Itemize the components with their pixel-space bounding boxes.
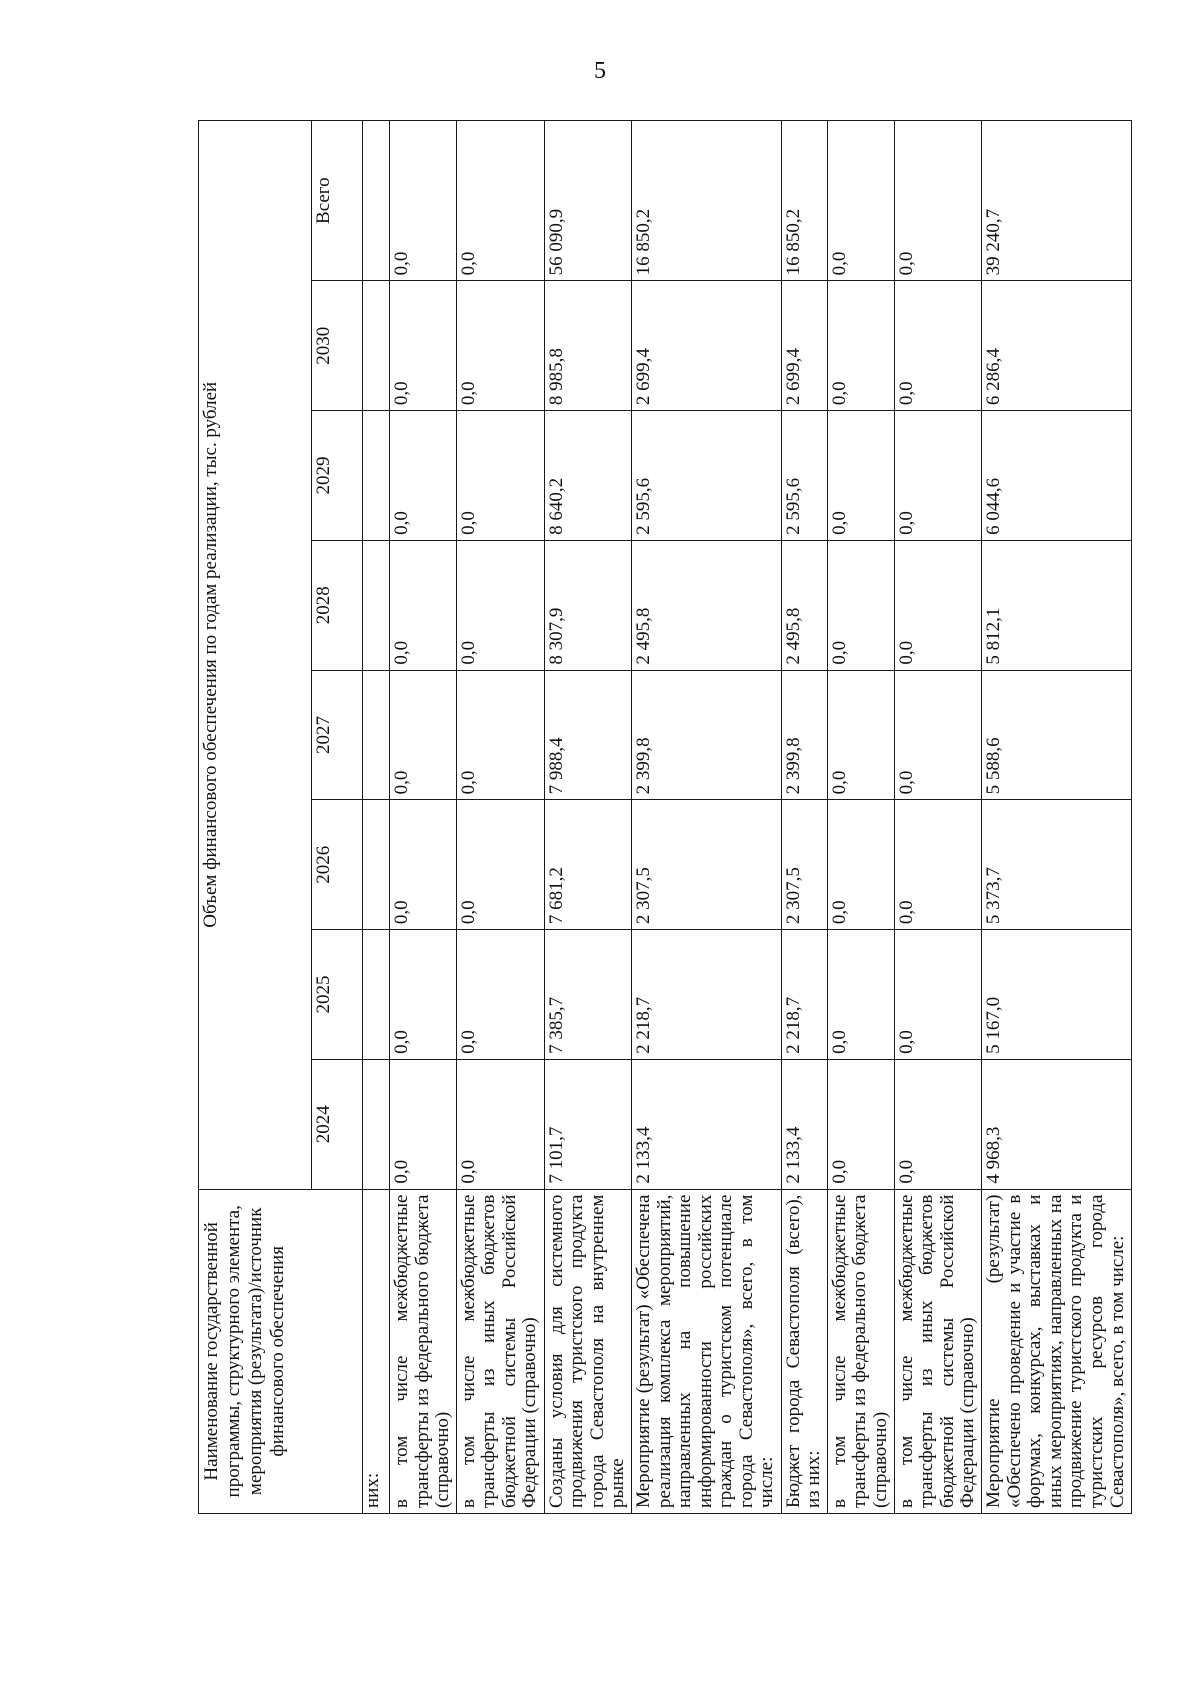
value-cell: 8 985,8	[544, 281, 632, 411]
table-row	[982, 121, 1132, 1514]
row-name: в том числе межбюджетные трансферты из федерального бюджета (справочно)	[827, 1189, 894, 1513]
table-row	[390, 121, 457, 1514]
total-cell: 0,0	[390, 121, 457, 281]
table-row	[827, 121, 894, 1514]
value-cell: 0,0	[456, 540, 544, 670]
table-row	[544, 121, 632, 1514]
row-name: в том числе межбюджетные трансферты из федерального бюджета (справочно)	[390, 1189, 457, 1513]
name-column-header: Наименование государственной программы, структурного элемента, мероприятия (результата)/источник финансового обеспечения	[199, 1189, 363, 1513]
value-cell: 2 595,6	[632, 411, 782, 541]
value-cell: 0,0	[894, 540, 982, 670]
total-cell: 39 240,7	[982, 121, 1132, 281]
value-cell: 7 988,4	[544, 670, 632, 800]
year-header: 2026	[312, 800, 363, 930]
total-header: Всего	[312, 121, 363, 281]
value-cell: 2 307,5	[781, 800, 827, 930]
value-cell: 2 595,6	[781, 411, 827, 541]
value-cell: 6 044,6	[982, 411, 1132, 541]
value-cell: 0,0	[894, 670, 982, 800]
value-cell: 2 133,4	[781, 1059, 827, 1189]
value-cell: 0,0	[827, 930, 894, 1060]
total-cell: 0,0	[894, 121, 982, 281]
table-row	[894, 121, 982, 1514]
value-cell: 2 699,4	[632, 281, 782, 411]
value-cell: 2 495,8	[632, 540, 782, 670]
value-cell: 2 218,7	[781, 930, 827, 1060]
value-cell: 7 101,7	[544, 1059, 632, 1189]
value-cell: 0,0	[827, 800, 894, 930]
value-cell: 0,0	[456, 281, 544, 411]
year-header: 2030	[312, 281, 363, 411]
value-cell: 0,0	[456, 930, 544, 1060]
row-name: Мероприятие (результат) «Обеспечена реализация комплекса мероприятий, направленных на повышение информированности российских граждан о туристском потенциале города Севастополя», всего, в том числе:	[632, 1189, 782, 1513]
page-number: 5	[594, 58, 606, 84]
row-name: в том числе межбюджетные трансферты из иных бюджетов бюджетной системы Российской Федерации (справочно)	[456, 1189, 544, 1513]
value-cell: 5 167,0	[982, 930, 1132, 1060]
table-row	[456, 121, 544, 1514]
value-cell: 0,0	[390, 930, 457, 1060]
year-header: 2028	[312, 540, 363, 670]
continuation-label: них:	[363, 1189, 390, 1513]
row-name: Мероприятие (результат) «Обеспечено проведение и участие в форумах, конкурсах, выставках и иных мероприятиях, направленных на продвижение туристского продукта и туристских ресурсов города Севастополя», всего, в том числе:	[982, 1189, 1132, 1513]
value-cell: 0,0	[456, 1059, 544, 1189]
value-cell: 7 385,7	[544, 930, 632, 1060]
rotated-table-frame	[198, 120, 1132, 1514]
value-cell: 8 307,9	[544, 540, 632, 670]
value-cell: 0,0	[456, 411, 544, 541]
value-cell: 0,0	[894, 800, 982, 930]
total-cell: 0,0	[827, 121, 894, 281]
value-cell: 2 399,8	[632, 670, 782, 800]
value-cell: 0,0	[827, 540, 894, 670]
value-cell: 2 699,4	[781, 281, 827, 411]
value-cell: 0,0	[390, 800, 457, 930]
value-cell: 5 373,7	[982, 800, 1132, 930]
value-cell: 0,0	[390, 540, 457, 670]
value-cell: 0,0	[456, 800, 544, 930]
year-header: 2024	[312, 1059, 363, 1189]
value-cell: 0,0	[827, 670, 894, 800]
value-cell: 4 968,3	[982, 1059, 1132, 1189]
continuation-row	[363, 121, 390, 1514]
value-cell: 0,0	[390, 411, 457, 541]
total-cell: 16 850,2	[781, 121, 827, 281]
value-cell: 7 681,2	[544, 800, 632, 930]
row-name: в том числе межбюджетные трансферты из иных бюджетов бюджетной системы Российской Федерации (справочно)	[894, 1189, 982, 1513]
value-cell: 0,0	[390, 670, 457, 800]
value-cell: 8 640,2	[544, 411, 632, 541]
year-header: 2029	[312, 411, 363, 541]
value-cell: 2 218,7	[632, 930, 782, 1060]
total-cell: 16 850,2	[632, 121, 782, 281]
volume-header: Объем финансового обеспечения по годам реализации, тыс. рублей	[199, 121, 312, 1190]
value-cell: 2 399,8	[781, 670, 827, 800]
value-cell: 0,0	[390, 281, 457, 411]
year-header: 2025	[312, 930, 363, 1060]
table-row	[781, 121, 827, 1514]
value-cell: 0,0	[827, 411, 894, 541]
value-cell: 5 588,6	[982, 670, 1132, 800]
value-cell: 0,0	[390, 1059, 457, 1189]
value-cell: 0,0	[894, 411, 982, 541]
value-cell: 0,0	[894, 1059, 982, 1189]
table-row	[632, 121, 782, 1514]
value-cell: 2 307,5	[632, 800, 782, 930]
value-cell: 0,0	[827, 1059, 894, 1189]
total-cell: 56 090,9	[544, 121, 632, 281]
value-cell: 6 286,4	[982, 281, 1132, 411]
value-cell: 5 812,1	[982, 540, 1132, 670]
total-cell: 0,0	[456, 121, 544, 281]
financing-table	[198, 120, 1132, 1514]
value-cell: 0,0	[827, 281, 894, 411]
value-cell: 0,0	[894, 930, 982, 1060]
year-header: 2027	[312, 670, 363, 800]
header-row-top	[199, 121, 312, 1514]
row-name: Созданы условия для системного продвижения туристского продукта города Севастополя на внутреннем рынке	[544, 1189, 632, 1513]
value-cell: 2 495,8	[781, 540, 827, 670]
value-cell: 0,0	[894, 281, 982, 411]
value-cell: 2 133,4	[632, 1059, 782, 1189]
row-name: Бюджет города Севастополя (всего), из них:	[781, 1189, 827, 1513]
value-cell: 0,0	[456, 670, 544, 800]
